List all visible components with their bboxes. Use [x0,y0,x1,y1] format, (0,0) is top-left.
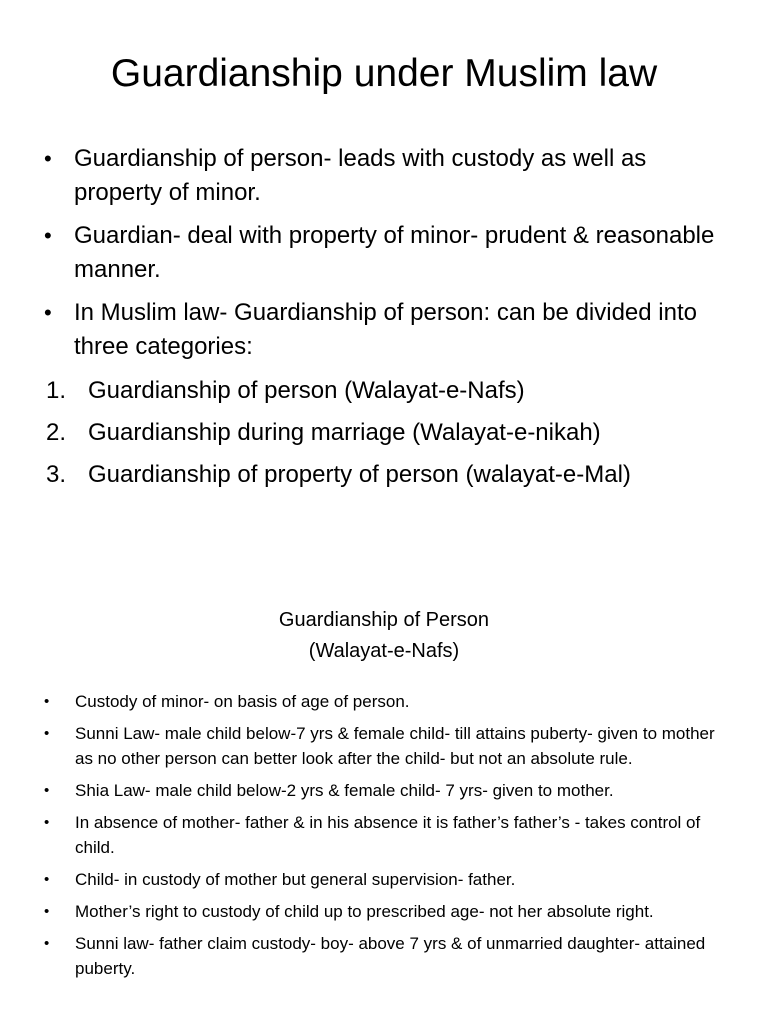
bullet-text: Guardian- deal with property of minor- prudent & reasonable manner. [74,222,715,283]
item-text: Guardianship of person (Walayat-e-Nafs) [88,377,525,404]
bullet-item [0,899,768,924]
bullet-icon: • [44,693,50,710]
bullet-text: Guardianship of person- leads with custody as well as property of minor. [74,145,647,206]
bullet-item [0,689,768,714]
bullet-item [0,142,768,210]
bullet-icon: • [44,146,52,171]
slide-title: Guardianship under Muslim law [110,52,658,95]
numbered-item [0,374,768,408]
bullet-icon: • [44,223,52,248]
bullet-item [0,931,768,981]
title-line-2: (Walayat-e-Nafs) [308,640,460,662]
bullet-item [0,867,768,892]
bullet-icon: • [44,725,50,742]
bullet-text: Mother’s right to custody of child up to prescribed age- not her absolute right. [75,902,654,921]
bullet-item [0,778,768,803]
item-number: 3. [46,461,67,488]
slide-guardianship-of-person [0,585,768,1024]
bullet-text: Sunni law- father claim custody- boy- above 7 yrs & of unmarried daughter- attained puberty. [75,934,706,978]
bullet-list [0,142,768,373]
bullet-item [0,721,768,771]
item-text: Guardianship of property of person (walayat-e-Mal) [88,461,631,488]
bullet-text: In Muslim law- Guardianship of person: can be divided into three categories: [74,299,697,360]
bullet-icon: • [44,300,52,325]
numbered-item [0,416,768,450]
bullet-list [0,689,768,988]
bullet-text: Sunni Law- male child below-7 yrs & female child- till attains puberty- given to mother as no other person can better look after the child- but not an absolute rule. [75,724,715,768]
bullet-text: Shia Law- male child below-2 yrs & female child- 7 yrs- given to mother. [75,781,614,800]
bullet-text: Child- in custody of mother but general supervision- father. [75,870,516,889]
bullet-icon: • [44,903,50,920]
item-number: 1. [46,377,67,404]
bullet-icon: • [44,935,50,952]
numbered-list [0,374,768,500]
item-number: 2. [46,419,67,446]
bullet-item [0,296,768,364]
bullet-text: In absence of mother- father & in his absence it is father’s father’s - takes control of child. [75,813,701,857]
bullet-icon: • [44,871,50,888]
slide-title [0,605,768,667]
numbered-item [0,458,768,492]
bullet-text: Custody of minor- on basis of age of person. [75,692,410,711]
bullet-item [0,810,768,860]
bullet-item [0,219,768,287]
bullet-icon: • [44,782,50,799]
bullet-icon: • [44,814,50,831]
title-line-1: Guardianship of Person [278,609,490,631]
item-text: Guardianship during marriage (Walayat-e-nikah) [88,419,601,446]
